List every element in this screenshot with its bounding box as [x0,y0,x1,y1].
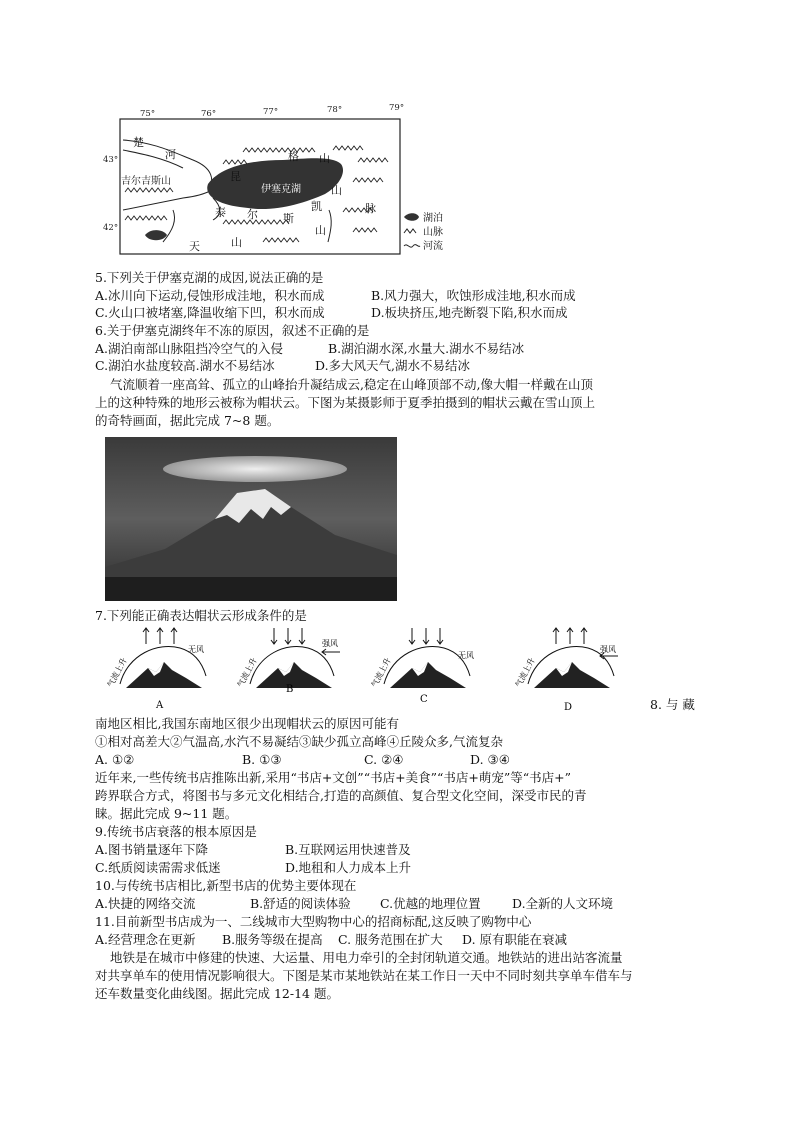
passage3-line3: 还车数量变化曲线图。据此完成 12-14 题。 [95,986,339,1001]
q9-option-b: B.互联网运用快速普及 [285,842,411,857]
label-shan4: 山 [231,236,242,249]
lake-legend-icon [404,213,419,221]
issyk-kul-map [103,102,463,272]
label-issyk: 伊塞克湖 [261,184,301,195]
lat-42: 42° [103,223,119,233]
passage2-line2: 跨界联合方式，将图书与多元文化相结合,打造的高颜值、复合型文化空间，深受市民的青 [95,788,587,803]
q10-option-a: A.快捷的网络交流 [95,896,196,911]
label-ge: 格 [288,150,299,163]
q9-option-a: A.图书销量逐年下降 [95,842,209,857]
label-tai: 泰 [215,206,226,219]
q5-option-c: C.火山口被堵塞,降温收缩下凹，积水而成 [95,305,325,320]
label-er: 尔 [247,208,258,221]
q10-option-b: B.舒适的阅读体验 [250,896,351,911]
diagram-a-letter: A [156,700,164,711]
label-shan2: 山 [331,184,342,197]
passage3-line2: 对共享单车的使用情况影响很大。下图是某市某地铁站在某工作日一天中不同时刻共享单车借车与 [95,968,633,983]
q6-option-b: B.湖泊湖水深,水量大.湖水不易结冰 [328,341,525,356]
passage1-line1: 气流顺着一座高耸、孤立的山峰抬升凝结成云,稳定在山峰顶部不动,像大帽一样戴在山顶 [110,377,593,392]
q11-option-c: C. 服务范围在扩大 [338,932,443,947]
q8-option-d: D. ③④ [470,752,510,767]
diagram-b [230,622,350,714]
lon-79: 79° [389,103,405,113]
diagram-d-wind: 强风 [600,645,616,654]
q5-option-d: D.板块挤压,地壳断裂下陷,积水而成 [371,305,568,320]
legend-mountain: 山脉 [423,227,443,238]
passage1-line2: 上的这种特殊的地形云被称为帽状云。下图为某摄影师于夏季拍摄到的帽状云戴在雪山顶上 [95,395,596,410]
lon-76: 76° [201,109,217,119]
q11-stem: 11.目前新型书店成为一、二线城市大型购物中心的招商标配,这反映了购物中心 [95,914,532,929]
label-shan3: 山 [315,224,326,237]
q8-option-a: A. ①② [95,752,135,767]
cap-cloud-photo [105,437,397,601]
diagram-a-rise: 气流上升 [105,656,129,689]
diagram-d [500,622,620,714]
diagram-b-rise: 气流上升 [235,656,259,689]
q8-option-c: C. ②④ [364,752,404,767]
lat-43: 43° [103,155,119,165]
map-legend [404,211,443,252]
diagram-c [362,622,482,714]
q6-stem: 6.关于伊塞克湖终年不冻的原因，叙述不正确的是 [95,323,370,338]
label-kyrgyz: 吉尔吉斯山 [121,176,171,187]
diagram-d-letter: D [564,702,573,713]
q10-option-d: D.全新的人文环境 [512,896,614,911]
passage2-line3: 睐。据此完成 9~11 题。 [95,806,238,821]
diagram-d-rise: 气流上升 [513,656,537,689]
q6-option-c: C.湖泊水盐度较高.湖水不易结冰 [95,358,275,373]
q6-option-a: A.湖泊南部山脉阻挡冷空气的入侵 [95,341,284,356]
diagram-a-wind: 无风 [188,645,204,654]
label-kun: 昆 [230,170,241,183]
label-chu: 楚 [133,136,144,149]
q9-option-d: D.地租和人力成本上升 [285,860,412,875]
label-shan1: 山 [319,152,330,165]
q10-stem: 10.与传统书店相比,新型书店的优势主要体现在 [95,878,357,893]
passage3-line1: 地铁是在城市中修建的快速、大运量、用电力牵引的全封闭轨道交通。地铁站的进出站客流量 [110,950,623,965]
q8-items: ①相对高差大②气温高,水汽不易凝结③缺少孤立高峰④丘陵众多,气流复杂 [95,734,503,749]
lon-75: 75° [140,109,156,119]
label-mai: 脉 [365,202,376,215]
diagram-c-letter: C [420,694,428,705]
cap-cloud [163,456,347,482]
diagram-b-letter: B [286,684,294,695]
legend-river: 河流 [423,241,443,252]
river-legend-icon [404,245,420,248]
lon-78: 78° [327,105,343,115]
q5-stem: 5.下列关于伊塞克湖的成因,说法正确的是 [95,270,324,285]
q9-stem: 9.传统书店衰落的根本原因是 [95,824,257,839]
q8-stem-start: 8. 与 藏 [650,697,695,712]
legend-lake: 湖泊 [423,213,443,224]
q10-option-c: C.优越的地理位置 [380,896,481,911]
q6-option-d: D.多大风天气,湖水不易结冰 [315,358,471,373]
diagram-b-wind: 强风 [322,639,338,648]
q11-option-d: D. 原有职能在衰减 [462,932,568,947]
q5-option-b: B.风力强大，吹蚀形成洼地,积水而成 [371,288,576,303]
passage1-line3: 的奇特画面，据此完成 7~8 题。 [95,413,280,428]
mountain-legend-icon [404,229,416,233]
label-tian: 天 [189,240,200,253]
label-kai: 凯 [311,200,322,213]
label-si: 斯 [283,212,294,225]
diagram-c-wind: 无风 [458,651,474,660]
small-lake [145,230,167,240]
q7-stem: 7.下列能正确表达帽状云形成条件的是 [95,608,307,623]
passage2-line1: 近年来,一些传统书店推陈出新,采用“书店+文创”“书店+美食”“书店+萌宠”等“书店+” [95,770,571,785]
q11-option-a: A.经营理念在更新 [95,932,196,947]
q9-option-c: C.纸质阅读需需求低迷 [95,860,221,875]
q5-option-a: A.冰川向下运动,侵蚀形成洼地，积水而成 [95,288,325,303]
q11-option-b: B.服务等级在提高 [222,932,323,947]
diagram-c-rise: 气流上升 [369,656,393,689]
q8-option-b: B. ①③ [242,752,282,767]
label-he: 河 [165,148,176,161]
diagram-a [98,622,218,714]
q8-stem: 南地区相比,我国东南地区很少出现帽状云的原因可能有 [95,716,399,731]
lon-77: 77° [263,107,279,117]
